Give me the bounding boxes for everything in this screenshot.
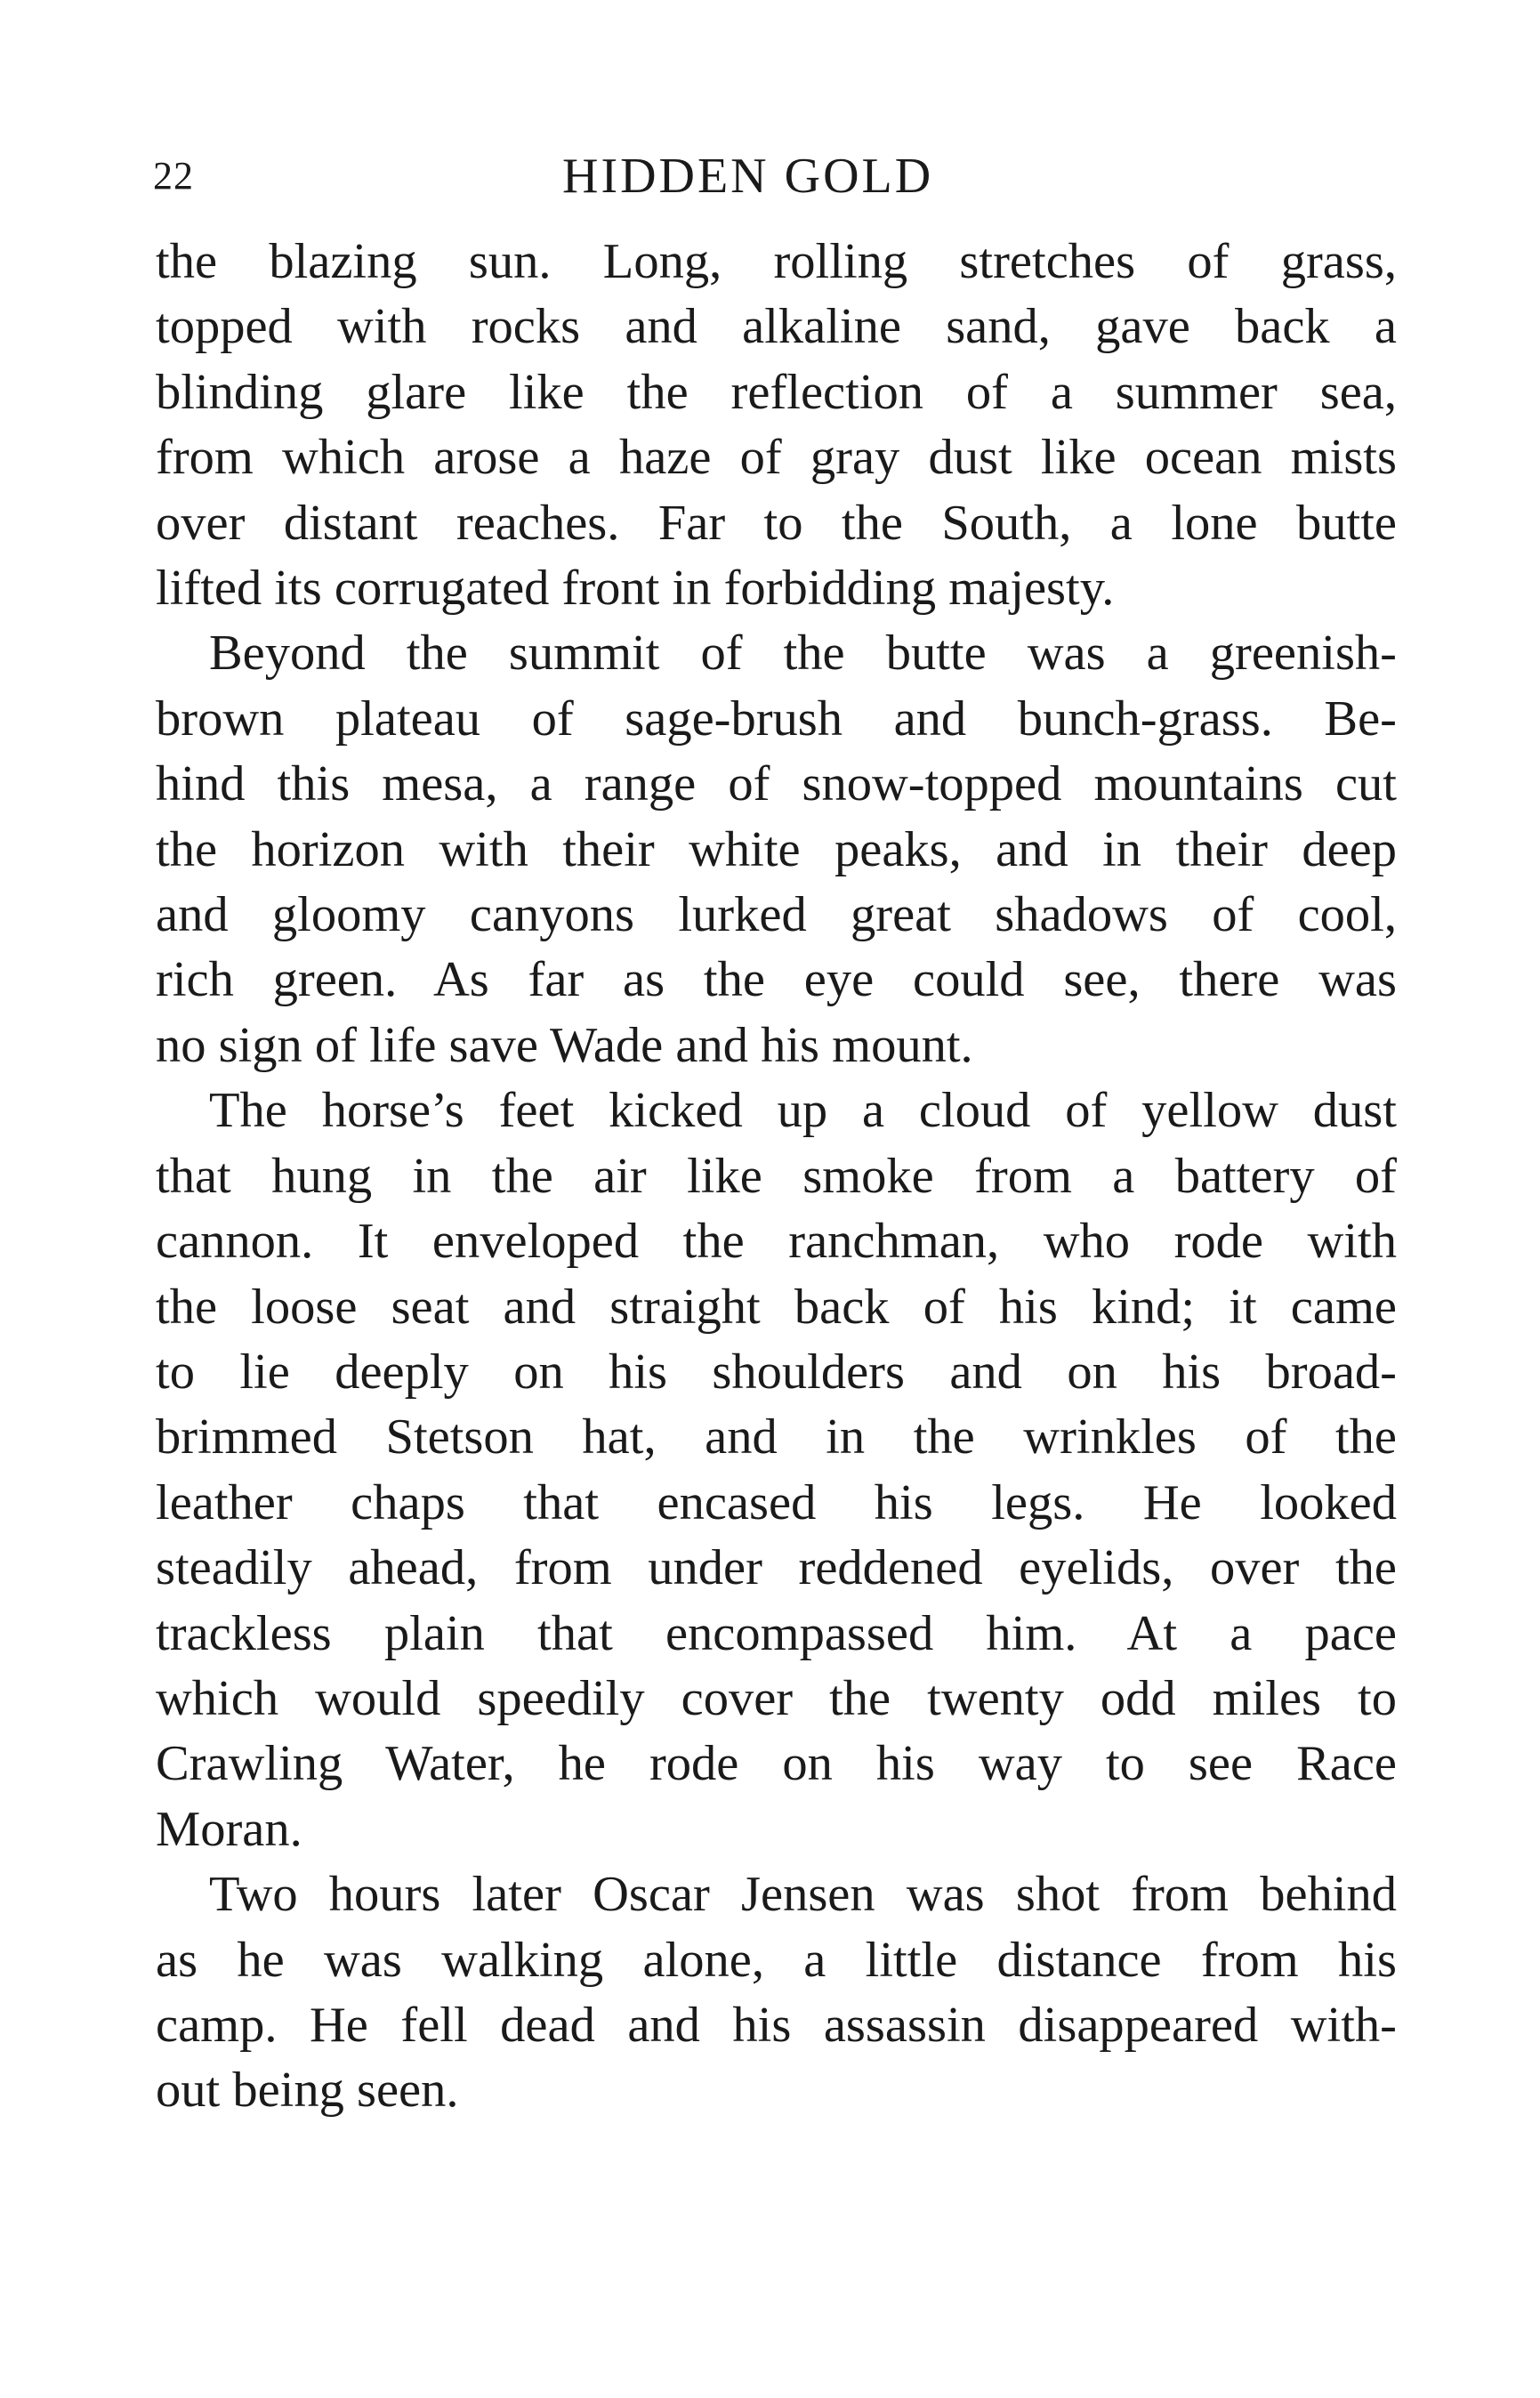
running-title: HIDDEN GOLD <box>562 149 934 204</box>
text-line: the loose seat and straight back of his kind; it came <box>156 1279 1397 1335</box>
paragraph <box>156 1862 1397 2124</box>
text-line: that hung in the air like smoke from a battery of <box>156 1148 1397 1204</box>
text-line: lifted its corrugated front in forbidding majesty. <box>156 561 1115 617</box>
paragraph <box>156 621 1397 1078</box>
text-line: as he was walking alone, a little distance from his <box>156 1932 1397 1988</box>
text-line: no sign of life save Wade and his mount. <box>156 1017 973 1073</box>
text-line: cannon. It enveloped the ranchman, who rode with <box>156 1214 1397 1270</box>
text-line: Two hours later Oscar Jensen was shot from behind <box>209 1867 1397 1923</box>
text-line: rich green. As far as the eye could see, there was <box>156 952 1397 1008</box>
text-line: brown plateau of sage-brush and bunch-grass. Be- <box>156 690 1397 747</box>
page-number: 22 <box>153 154 194 198</box>
text-line: from which arose a haze of gray dust like ocean mists <box>156 430 1397 486</box>
text-line: camp. He fell dead and his assassin disappeared with- <box>156 1997 1397 2053</box>
text-line: over distant reaches. Far to the South, a lone butte <box>156 495 1397 551</box>
paragraph <box>156 230 1397 621</box>
text-line: the blazing sun. Long, rolling stretches of grass, <box>156 234 1397 289</box>
text-line: which would speedily cover the twenty odd miles to <box>156 1670 1397 1726</box>
text-line: Crawling Water, he rode on his way to see Race <box>156 1736 1397 1792</box>
text-line: hind this mesa, a range of snow-topped mountains cut <box>156 756 1397 812</box>
paragraph <box>156 1078 1397 1862</box>
body-text <box>156 230 1397 2124</box>
text-line: to lie deeply on his shoulders and on his broad- <box>156 1344 1397 1400</box>
text-line: the horizon with their white peaks, and in their deep <box>156 821 1397 877</box>
text-line: The horse’s feet kicked up a cloud of yellow dust <box>209 1083 1397 1139</box>
text-line: leather chaps that encased his legs. He looked <box>156 1474 1397 1530</box>
text-line: blinding glare like the reflection of a summer sea, <box>156 364 1397 420</box>
text-line: topped with rocks and alkaline sand, gave back a <box>156 299 1397 355</box>
running-head <box>153 141 1399 212</box>
text-line: steadily ahead, from under reddened eyelids, over the <box>156 1540 1397 1596</box>
text-line: and gloomy canyons lurked great shadows of cool, <box>156 887 1397 943</box>
text-line: out being seen. <box>156 2063 459 2119</box>
text-line: Moran. <box>156 1801 302 1857</box>
text-line: trackless plain that encompassed him. At a pace <box>156 1605 1397 1661</box>
text-line: brimmed Stetson hat, and in the wrinkles of the <box>156 1409 1397 1465</box>
text-line: Beyond the summit of the butte was a greenish- <box>209 626 1397 682</box>
